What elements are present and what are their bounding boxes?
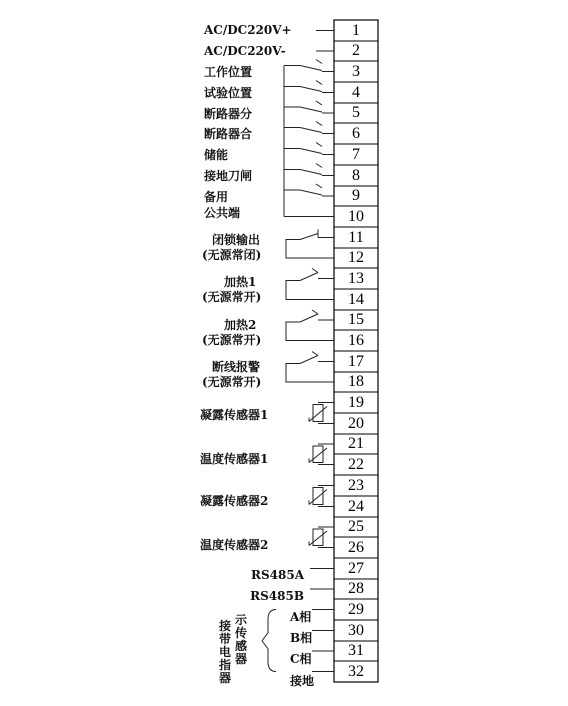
input-switch-blade — [300, 170, 322, 175]
label-live-indicator-col2: 示传感器 — [234, 613, 247, 666]
lock-output-loop — [286, 238, 334, 259]
input-switch-tick — [316, 81, 322, 85]
label-lock-output-type: (无源常闭) — [202, 248, 262, 262]
dew-sensor-1-element — [313, 405, 323, 422]
temp-sensor-1-element — [313, 446, 323, 463]
label-spare: 备用 — [204, 190, 229, 204]
label-heater-2: 加热2 — [224, 318, 257, 332]
label-heater-1: 加热1 — [224, 275, 257, 289]
heater-2-tick — [312, 310, 318, 314]
heater-1-tick — [312, 269, 318, 273]
label-temp-sensor-2: 温度传感器2 — [200, 538, 269, 552]
dew-sensor-2-arrow — [309, 490, 327, 505]
label-rs485b: RS485B — [250, 589, 304, 603]
label-heater-1-type: (无源常开) — [202, 290, 262, 304]
heater-2-loop — [286, 320, 334, 341]
terminal-number: 24 — [348, 497, 364, 515]
terminal-number: 12 — [348, 249, 364, 266]
label-phase-c: C相 — [290, 652, 312, 666]
terminal-number: 14 — [348, 290, 364, 308]
label-phase-a: A相 — [290, 610, 312, 624]
label-test-position: 试验位置 — [204, 86, 253, 100]
input-switch-blade — [300, 87, 322, 92]
input-switch-tick — [316, 164, 322, 168]
label-breaker-open: 断路器分 — [204, 107, 253, 121]
terminal-number: 17 — [348, 352, 364, 370]
label-heater-2-type: (无源常开) — [202, 333, 262, 347]
dew-sensor-1-arrow — [309, 407, 327, 422]
break-alarm-loop — [286, 362, 334, 383]
terminal-number: 16 — [348, 331, 364, 349]
input-switch-blade — [300, 149, 322, 154]
terminal-number: 32 — [348, 662, 364, 680]
terminal-number: 20 — [348, 414, 364, 432]
dew-sensor-1-leads — [318, 403, 334, 424]
label-ground-switch: 接地刀闸 — [204, 169, 253, 183]
temp-sensor-2-leads — [318, 527, 334, 548]
label-live-indicator-col1: 接带电指器 — [218, 619, 231, 685]
terminal-number: 30 — [348, 621, 364, 639]
input-switch-tick — [316, 143, 322, 147]
terminal-number: 26 — [348, 538, 364, 556]
terminal-number: 3 — [352, 62, 360, 80]
terminal-number: 5 — [352, 104, 360, 121]
heater-1-loop — [286, 279, 334, 300]
heater-2-blade — [300, 314, 318, 322]
temp-sensor-2-element — [313, 529, 323, 546]
terminal-number: 21 — [348, 435, 364, 452]
label-dew-sensor-2: 凝露传感器2 — [200, 494, 269, 508]
indicator-bracket — [262, 610, 276, 672]
terminal-number: 8 — [352, 166, 360, 184]
terminal-number: 27 — [348, 559, 364, 577]
terminal-number: 19 — [348, 393, 364, 411]
label-ac-dc-plus: AC/DC220V+ — [204, 23, 292, 37]
break-alarm-blade — [300, 356, 318, 364]
label-temp-sensor-1: 温度传感器1 — [200, 452, 269, 466]
heater-1-blade — [300, 273, 318, 281]
terminal-number: 6 — [352, 124, 360, 142]
input-switch-blade — [300, 107, 322, 112]
terminal-number: 23 — [348, 476, 364, 494]
terminal-number: 31 — [348, 642, 364, 659]
lock-output-blade — [300, 234, 318, 240]
input-switch-blade — [300, 190, 322, 195]
input-switch-blade — [300, 128, 322, 133]
terminal-number: 18 — [348, 373, 364, 390]
terminal-number: 22 — [348, 455, 364, 473]
break-alarm-tick — [312, 352, 318, 356]
temp-sensor-2-arrow — [309, 531, 327, 546]
label-lock-output: 闭锁输出 — [212, 233, 261, 247]
input-switch-tick — [316, 60, 322, 64]
terminal-number: 7 — [352, 145, 360, 163]
label-dew-sensor-1: 凝露传感器1 — [200, 408, 269, 422]
terminal-number: 29 — [348, 600, 364, 618]
label-work-position: 工作位置 — [204, 65, 253, 79]
terminal-number: 1 — [352, 21, 360, 39]
label-ground: 接地 — [290, 674, 315, 688]
label-break-alarm: 断线报警 — [212, 360, 261, 374]
label-common: 公共端 — [204, 206, 241, 220]
terminal-number: 9 — [352, 187, 360, 204]
dew-sensor-2-element — [313, 488, 323, 505]
terminal-number: 13 — [348, 269, 364, 287]
terminal-number: 10 — [348, 207, 364, 225]
terminal-number: 2 — [352, 42, 360, 59]
dew-sensor-2-leads — [318, 486, 334, 507]
input-switch-tick — [316, 101, 322, 105]
temp-sensor-1-arrow — [309, 448, 327, 463]
temp-sensor-1-leads — [318, 444, 334, 465]
terminal-number: 4 — [352, 83, 360, 101]
label-rs485a: RS485A — [251, 568, 304, 582]
terminal-number: 11 — [348, 228, 364, 246]
terminal-number: 25 — [348, 518, 364, 535]
input-switch-tick — [316, 184, 322, 188]
terminal-number: 15 — [348, 311, 364, 328]
label-ac-dc-minus: AC/DC220V- — [204, 44, 286, 58]
label-phase-b: B相 — [290, 631, 313, 645]
label-breaker-close: 断路器合 — [204, 127, 253, 141]
label-energy-storage: 储能 — [204, 148, 229, 162]
input-switch-tick — [316, 122, 322, 126]
input-switch-blade — [300, 66, 322, 71]
terminal-number: 28 — [348, 580, 364, 597]
label-break-alarm-type: (无源常开) — [202, 375, 262, 389]
